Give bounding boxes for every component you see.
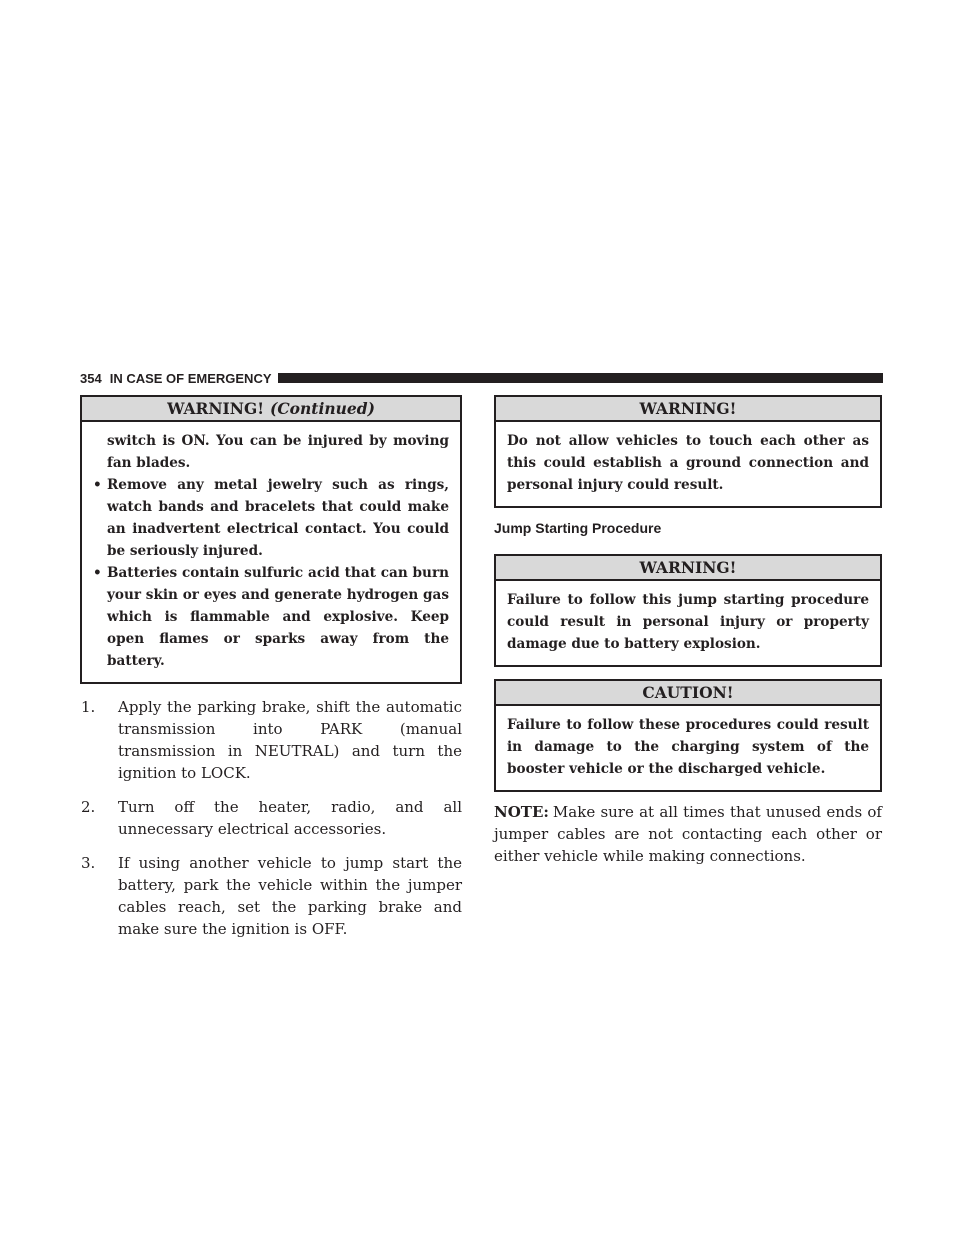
- bullet-icon: •: [93, 477, 102, 493]
- step-item: [80, 852, 462, 940]
- step-number: 2.: [81, 798, 96, 816]
- caution-box: [494, 679, 882, 792]
- header-text: [80, 371, 272, 386]
- warning-box-vehicles: [494, 395, 882, 508]
- page-header: [80, 369, 883, 387]
- warning-box-procedure: [494, 554, 882, 667]
- continuation-text: switch is ON. You can be injured by moving fan blades.: [107, 433, 449, 471]
- procedure-steps: [80, 696, 462, 940]
- bullet-icon: •: [93, 565, 102, 581]
- caution-box-body: Failure to follow these procedures could result in damage to the charging system of the booster vehicle or the discharged vehicle.: [507, 717, 869, 777]
- step-number: 3.: [81, 854, 96, 872]
- warning-box-title: WARNING!: [496, 397, 880, 422]
- step-text: Turn off the heater, radio, and all unnecessary electrical accessories.: [118, 798, 462, 838]
- section-heading: Jump Starting Procedure: [494, 520, 662, 536]
- bullet-item: [93, 562, 449, 672]
- warning-title: WARNING!: [167, 399, 265, 418]
- warning-box-continued: [80, 395, 462, 684]
- continued-label: (Continued): [270, 399, 375, 418]
- bullet-item: [93, 474, 449, 562]
- step-item: [80, 696, 462, 784]
- header-rule: [278, 373, 884, 383]
- step-text: Apply the parking brake, shift the automatic transmission into PARK (manual transmission in NEUTRAL) and turn the ignition to LOCK.: [118, 698, 462, 782]
- step-number: 1.: [81, 698, 96, 716]
- warning-box-title: WARNING!: [496, 556, 880, 581]
- step-text: If using another vehicle to jump start the battery, park the vehicle within the jumper cables reach, set the parking brake and make sure the ignition is OFF.: [118, 854, 462, 938]
- page-number: 354: [80, 370, 102, 386]
- note-label: NOTE:: [494, 803, 549, 821]
- warning-box-body: Failure to follow this jump starting procedure could result in personal injury or property damage due to battery explosion.: [507, 592, 869, 652]
- warning-box-title: [82, 397, 460, 422]
- bullet-text: Remove any metal jewelry such as rings, watch bands and bracelets that could make an inadvertent electrical contact. You could be seriously injured.: [107, 477, 449, 559]
- note-text: Make sure at all times that unused ends of jumper cables are not contacting each other or either vehicle while making connections.: [494, 803, 882, 865]
- note-paragraph: [494, 801, 882, 867]
- caution-box-title: CAUTION!: [496, 681, 880, 706]
- left-column: [80, 395, 462, 952]
- right-column: [494, 395, 882, 867]
- warning-box-body: [82, 422, 460, 682]
- warning-box-body: Do not allow vehicles to touch each other as this could establish a ground connection and personal injury could result.: [507, 433, 869, 493]
- step-item: [80, 796, 462, 840]
- bullet-text: Batteries contain sulfuric acid that can burn your skin or eyes and generate hydrogen gas which is flammable and explosive. Keep open flames or sparks away from the battery.: [107, 565, 449, 669]
- section-name: IN CASE OF EMERGENCY: [109, 370, 272, 386]
